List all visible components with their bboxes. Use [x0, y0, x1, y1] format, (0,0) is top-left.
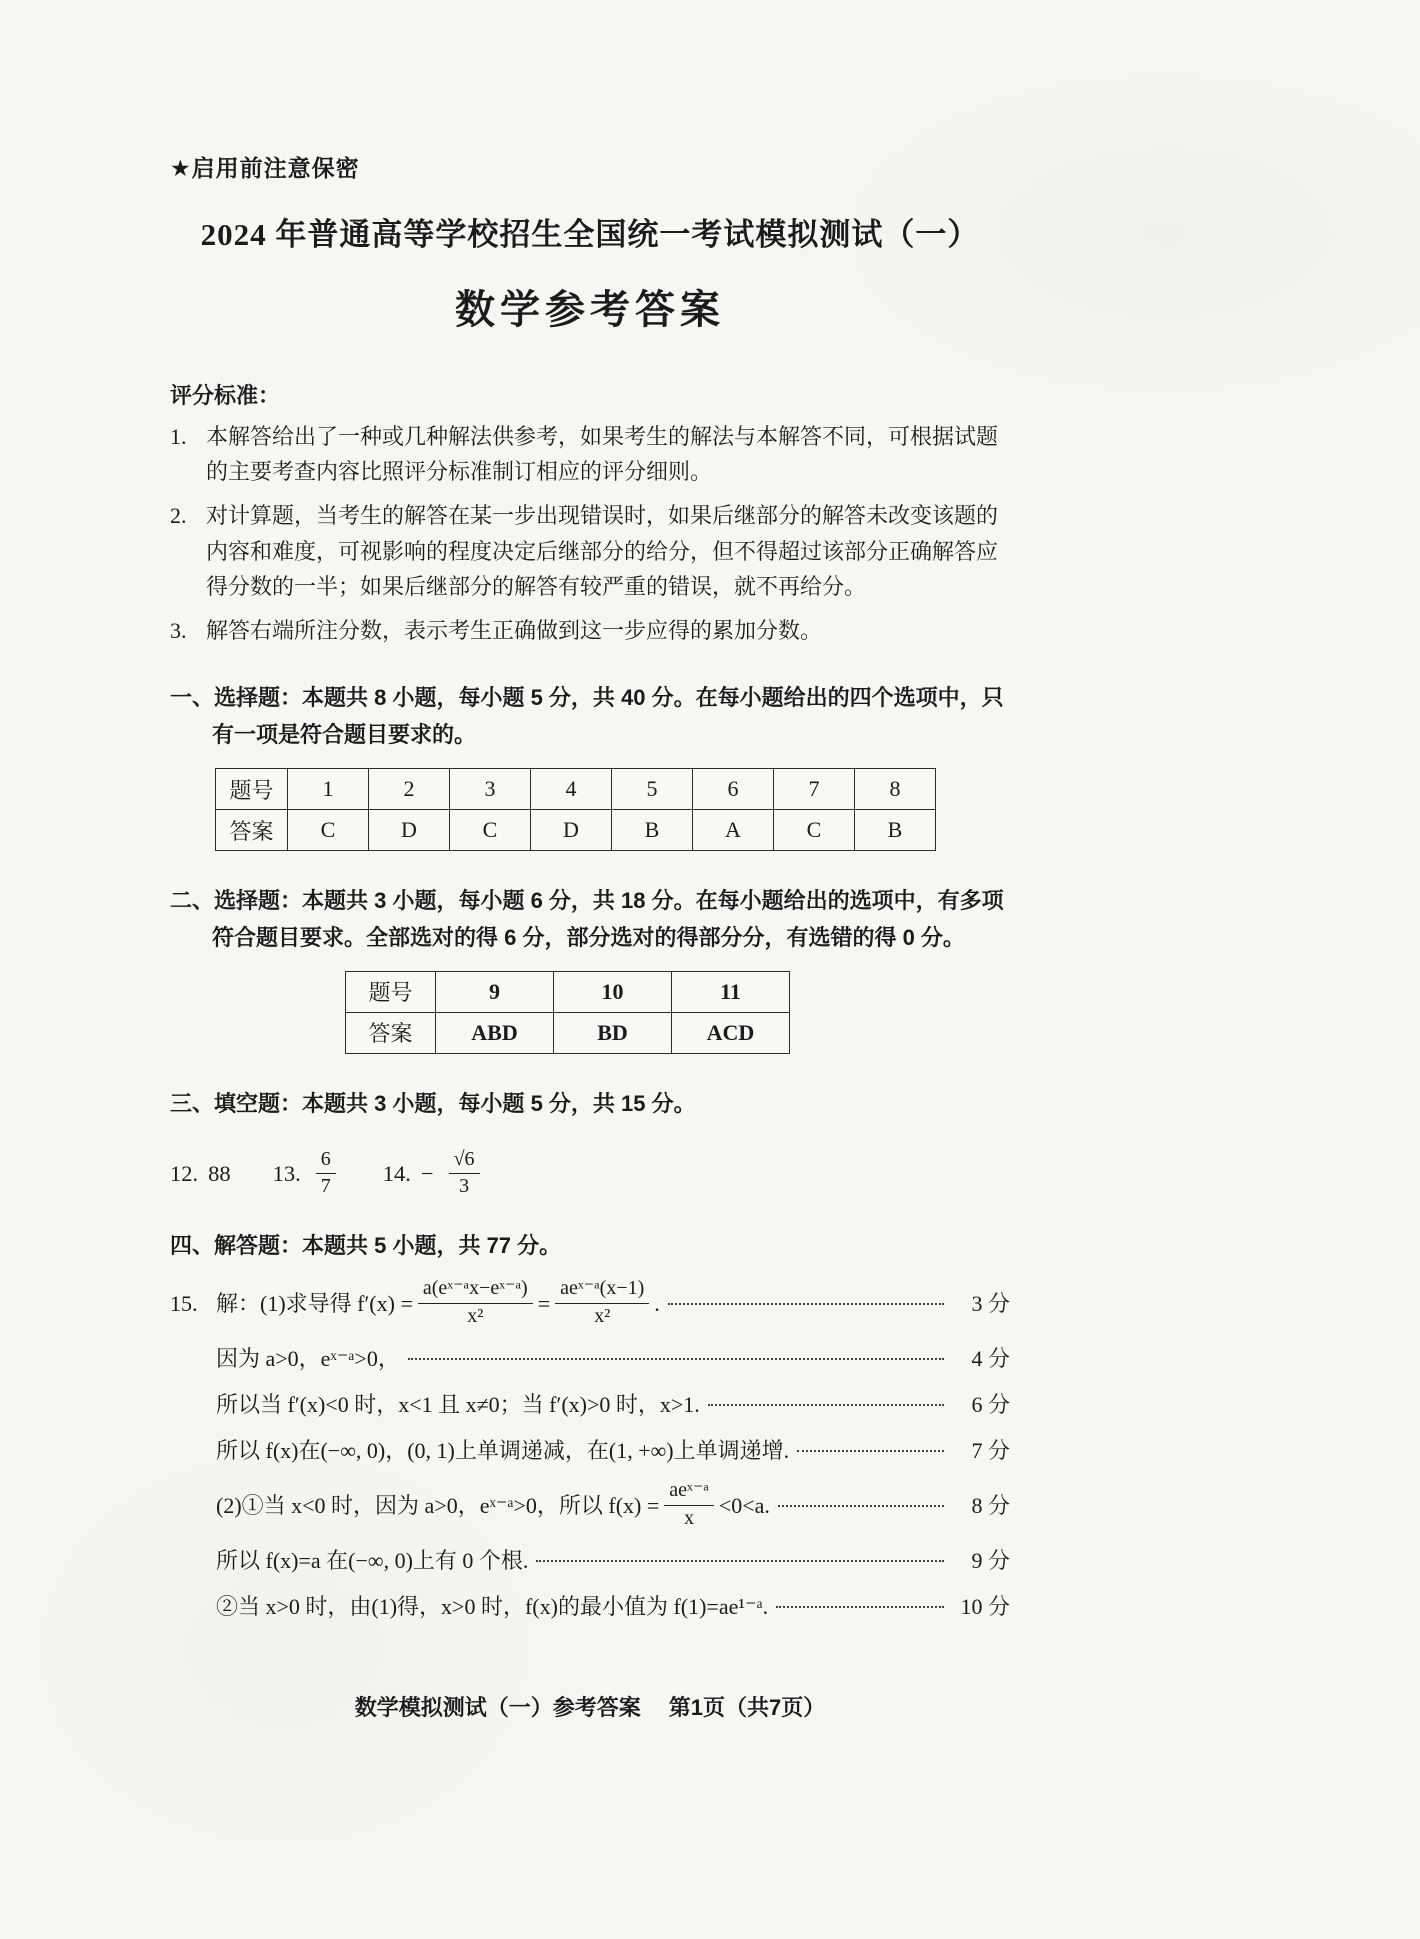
solution-question-15: [170, 1278, 1010, 1623]
answer-key-title: 数学参考答案: [455, 287, 725, 332]
grading-item: [170, 613, 1010, 648]
solution-expression: [216, 1278, 660, 1329]
dot-leader: [536, 1560, 944, 1562]
grading-item-number: 3.: [170, 617, 187, 643]
table-answer-cell: A: [693, 810, 774, 851]
fill-in-item: [170, 1161, 231, 1187]
dot-leader: [408, 1358, 944, 1360]
page-footer: [170, 1691, 1010, 1722]
section-heading-fill-in: 三、填空题：本题共 3 小题，每小题 5 分，共 15 分。: [170, 1090, 696, 1116]
fill-in-answers: [170, 1149, 1010, 1200]
solution-text: 所以 f(x)在(−∞, 0)，(0, 1)上单调递减，在(1, +∞)上单调递增.: [216, 1438, 790, 1464]
table-cell: 11: [672, 971, 790, 1012]
solution-line: [170, 1278, 1010, 1329]
table-row-numbers: [346, 971, 790, 1012]
solution-line: [170, 1480, 1010, 1531]
question-number: 15.: [170, 1291, 198, 1317]
section-heading-solutions: 四、解答题：本题共 5 小题，共 77 分。: [170, 1233, 562, 1259]
table-answer-cell: ABD: [436, 1012, 554, 1053]
solution-expression: [216, 1480, 770, 1531]
solution-line: [170, 1342, 1010, 1375]
dot-leader: [668, 1303, 944, 1305]
question-number: 14.: [382, 1161, 411, 1187]
table-answer-cell: ACD: [672, 1012, 790, 1053]
minus-sign: −: [420, 1161, 434, 1187]
question-number: 12.: [170, 1161, 199, 1187]
exam-title: 2024 年普通高等学校招生全国统一考试模拟测试（一）: [200, 217, 980, 252]
score-label: 6 分: [971, 1392, 1010, 1418]
footer-page-number: 第1页（共7页）: [668, 1695, 826, 1721]
equals-sign: =: [537, 1291, 551, 1317]
fill-in-item: [273, 1149, 341, 1200]
solution-text: .: [654, 1291, 660, 1317]
table-answer-cell: C: [288, 810, 369, 851]
score-label: 3 分: [971, 1291, 1010, 1317]
table-cell: 3: [450, 769, 531, 810]
grading-item: [170, 419, 1010, 489]
solution-line: [170, 1590, 1010, 1623]
answer-table-single-choice: [215, 768, 936, 851]
dot-leader: [797, 1450, 944, 1452]
table-answer-cell: BD: [554, 1012, 672, 1053]
table-cell: 1: [288, 769, 369, 810]
solution-line: [170, 1434, 1010, 1467]
solution-text: <0<a.: [718, 1493, 770, 1519]
fill-in-item: [383, 1149, 485, 1200]
table-answer-cell: C: [450, 810, 531, 851]
table-cell: 5: [612, 769, 693, 810]
grading-item-text: 对计算题，当考生的解答在某一步出现错误时，如果后继部分的解答未改变该题的内容和难度，可视影响的程度决定后继部分的给分，但不得超过该部分正确解答应得分数的一半；如果后继部分的解答有较严重的错误，就不再给分。: [206, 503, 999, 599]
section-heading-single-choice: 一、选择题：本题共 8 小题，每小题 5 分，共 40 分。在每小题给出的四个选项中，只有一项是符合题目要求的。: [170, 685, 1004, 748]
table-header-cell: 题号: [216, 769, 288, 810]
table-answer-cell: D: [531, 810, 612, 851]
solution-line: [170, 1544, 1010, 1577]
table-cell: 6: [693, 769, 774, 810]
table-header-cell: 答案: [216, 810, 288, 851]
fraction: $\frac{\text{a(eˣ⁻ᵃx−eˣ⁻ᵃ)}}{\text{x²}}$: [418, 1277, 533, 1328]
table-answer-cell: B: [612, 810, 693, 851]
score-label: 10 分: [960, 1594, 1010, 1620]
fraction: $\frac{6}{7}$: [316, 1148, 336, 1199]
table-answer-cell: C: [774, 810, 855, 851]
solution-text: ②当 x>0 时，由(1)得，x>0 时，f(x)的最小值为 f(1)=ae¹⁻ᵃ.: [216, 1594, 769, 1620]
table-row-answers: [216, 810, 936, 851]
table-cell: 9: [436, 971, 554, 1012]
table-header-cell: 题号: [346, 971, 436, 1012]
table-cell: 4: [531, 769, 612, 810]
grading-item: [170, 498, 1010, 604]
score-label: 7 分: [971, 1438, 1010, 1464]
solution-text: 所以 f(x)=a 在(−∞, 0)上有 0 个根.: [216, 1548, 529, 1574]
footer-document-title: 数学模拟测试（一）参考答案: [354, 1695, 641, 1721]
fraction: $\frac{\text{aeˣ⁻ᵃ}}{x}$: [664, 1479, 714, 1530]
fill-in-value: 88: [208, 1161, 231, 1187]
table-header-cell: 答案: [346, 1012, 436, 1053]
table-cell: 2: [369, 769, 450, 810]
grading-item-text: 解答右端所注分数，表示考生正确做到这一步应得的累加分数。: [206, 617, 823, 643]
fraction: $\frac{\text{aeˣ⁻ᵃ(x−1)}}{\text{x²}}$: [555, 1277, 649, 1328]
table-cell: 10: [554, 971, 672, 1012]
solution-text: 所以当 f′(x)<0 时，x<1 且 x≠0；当 f′(x)>0 时，x>1.: [216, 1392, 700, 1418]
dot-leader: [708, 1404, 944, 1406]
table-cell: 7: [774, 769, 855, 810]
question-number: 13.: [272, 1161, 301, 1187]
solution-text: 因为 a>0，eˣ⁻ᵃ>0，: [216, 1346, 400, 1372]
answer-table-multi-choice: [345, 971, 790, 1054]
score-label: 4 分: [971, 1346, 1010, 1372]
fraction: $\frac{√6}{3}$: [449, 1148, 480, 1199]
table-row-answers: [346, 1012, 790, 1053]
grading-item-text: 本解答给出了一种或几种解法供参考，如果考生的解法与本解答不同，可根据试题的主要考查内容比照评分标准制订相应的评分细则。: [206, 424, 999, 485]
dot-leader: [776, 1606, 944, 1608]
section-heading-multi-choice: 二、选择题：本题共 3 小题，每小题 6 分，共 18 分。在每小题给出的选项中，有多项符合题目要求。全部选对的得 6 分，部分选对的得部分分，有选错的得 0 分。: [170, 888, 1004, 950]
grading-standard-heading: 评分标准：: [170, 383, 281, 408]
solution-text: 解：(1)求导得 f′(x) =: [216, 1291, 413, 1317]
table-answer-cell: B: [855, 810, 936, 851]
score-label: 9 分: [971, 1548, 1010, 1574]
confidential-notice: ★启用前注意保密: [170, 155, 360, 181]
grading-item-number: 1.: [170, 424, 187, 449]
table-answer-cell: D: [369, 810, 450, 851]
dot-leader: [778, 1505, 944, 1507]
table-cell: 8: [855, 769, 936, 810]
solution-line: [170, 1388, 1010, 1421]
grading-item-number: 2.: [170, 503, 187, 529]
table-row-numbers: [216, 769, 936, 810]
solution-text: (2)①当 x<0 时，因为 a>0，eˣ⁻ᵃ>0，所以 f(x) =: [216, 1493, 660, 1519]
score-label: 8 分: [971, 1493, 1010, 1519]
